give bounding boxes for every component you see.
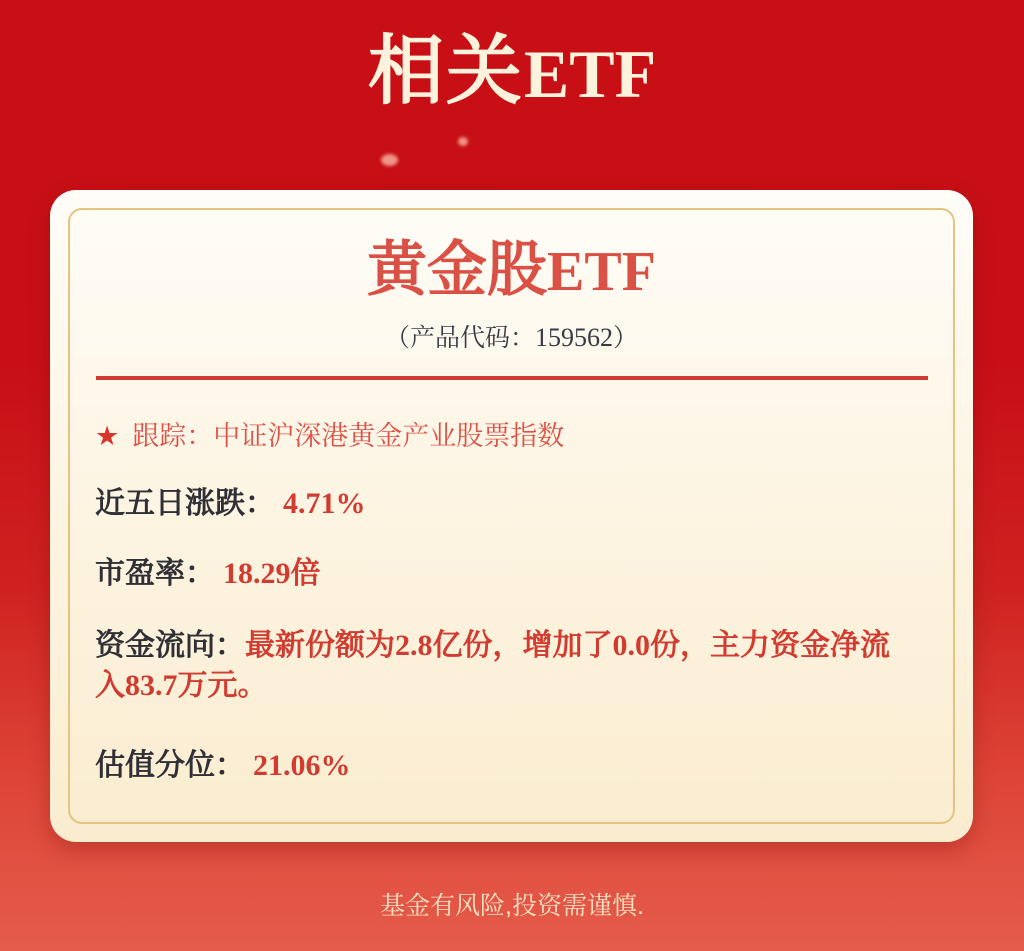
pe-ratio-label: 市盈率： <box>95 557 215 590</box>
page-title-cn: 相关 <box>367 29 524 114</box>
page-title-en: ETF <box>523 36 657 112</box>
pe-ratio-value: 18.29 <box>223 557 291 590</box>
fund-flow-text-1: 最新份额为 <box>245 629 395 662</box>
valuation-percentile-row <box>95 746 351 786</box>
sparkle-dot-small <box>458 137 468 146</box>
tracking-label: 跟踪： <box>132 421 214 451</box>
valuation-percentile-value: 21.06% <box>253 749 351 782</box>
five-day-change-value: 4.71% <box>283 487 366 520</box>
etf-card <box>50 190 973 842</box>
red-divider <box>96 376 928 380</box>
fund-flow-label: 资金流向： <box>95 629 245 662</box>
five-day-change-label: 近五日涨跌： <box>95 487 275 520</box>
fund-flow-text-3: 份，主力资金净流入 <box>95 629 890 702</box>
valuation-percentile-label: 估值分位： <box>95 749 245 782</box>
five-day-change-row <box>95 484 366 524</box>
risk-disclaimer: 基金有风险,投资需谨慎. <box>380 892 644 920</box>
pe-ratio-row <box>95 554 321 594</box>
product-code-suffix: ） <box>613 324 639 352</box>
etf-name-cn: 黄金股 <box>367 236 548 303</box>
product-code-prefix: （产品代码： <box>384 324 535 352</box>
pe-ratio-unit: 倍 <box>290 557 321 590</box>
fund-flow-change-value: 0.0 <box>612 629 650 662</box>
fund-flow-netinflow-value: 83.7 <box>125 669 178 702</box>
fund-flow-text-2: 亿份，增加了 <box>432 629 613 662</box>
page-title <box>0 29 1024 114</box>
etf-name-en: ETF <box>547 241 656 303</box>
fund-flow-row <box>95 626 919 706</box>
fund-flow-text-4: 万元。 <box>177 669 268 702</box>
fund-flow-shares-value: 2.8 <box>395 629 433 662</box>
etf-name <box>50 236 973 303</box>
tracking-index-name: 中证沪深港黄金产业股票指数 <box>213 421 565 451</box>
product-code <box>50 322 973 353</box>
tracking-index-row <box>95 414 564 453</box>
star-icon: ★ <box>95 421 120 452</box>
product-code-number: 159562 <box>535 323 613 352</box>
sparkle-dot-large <box>381 154 398 166</box>
